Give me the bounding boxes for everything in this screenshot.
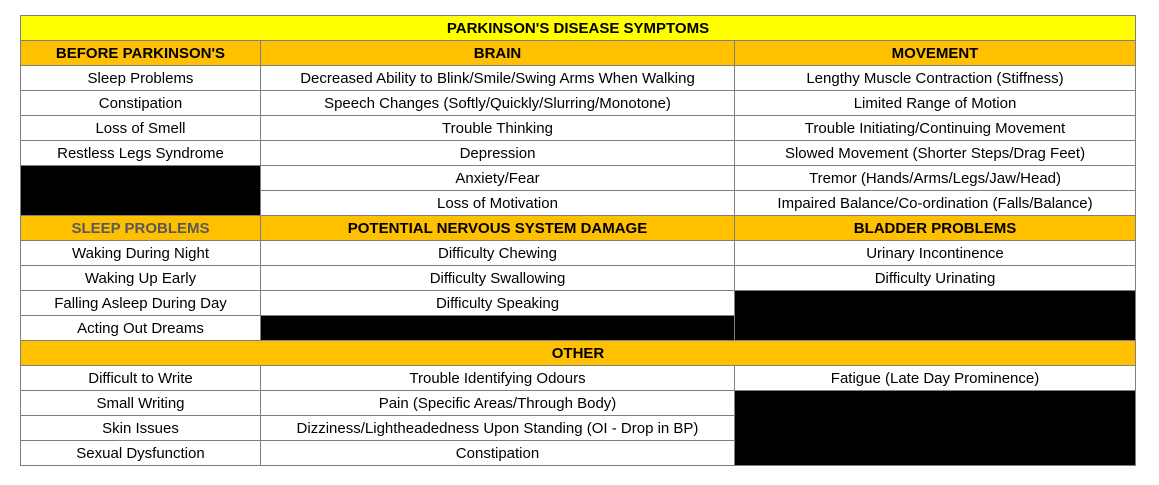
cell-other-1: Difficult to Write <box>21 366 261 391</box>
cell-movement: Tremor (Hands/Arms/Legs/Jaw/Head) <box>735 166 1136 191</box>
cell-other-2: Dizziness/Lightheadedness Upon Standing (OI - Drop in BP) <box>261 416 735 441</box>
cell-movement: Slowed Movement (Shorter Steps/Drag Feet) <box>735 141 1136 166</box>
cell-brain: Depression <box>261 141 735 166</box>
cell-sleep: Waking Up Early <box>21 266 261 291</box>
table-row <box>21 66 1136 91</box>
table-row <box>21 116 1136 141</box>
cell-nervous: Difficulty Speaking <box>261 291 735 316</box>
cell-other-2: Constipation <box>261 441 735 466</box>
cell-movement: Lengthy Muscle Contraction (Stiffness) <box>735 66 1136 91</box>
header-row-3 <box>21 341 1136 366</box>
header-nervous-system: POTENTIAL NERVOUS SYSTEM DAMAGE <box>261 216 735 241</box>
header-brain: BRAIN <box>261 41 735 66</box>
table-row <box>21 266 1136 291</box>
cell-before: Sleep Problems <box>21 66 261 91</box>
cell-movement: Trouble Initiating/Continuing Movement <box>735 116 1136 141</box>
cell-other-1: Skin Issues <box>21 416 261 441</box>
cell-movement: Impaired Balance/Co-ordination (Falls/Balance) <box>735 191 1136 216</box>
header-row-2 <box>21 216 1136 241</box>
cell-other-2: Pain (Specific Areas/Through Body) <box>261 391 735 416</box>
cell-brain: Decreased Ability to Blink/Smile/Swing Arms When Walking <box>261 66 735 91</box>
table-row <box>21 141 1136 166</box>
cell-sleep: Acting Out Dreams <box>21 316 261 341</box>
cell-brain: Loss of Motivation <box>261 191 735 216</box>
title-row <box>21 16 1136 41</box>
cell-other-1: Small Writing <box>21 391 261 416</box>
table-row <box>21 91 1136 116</box>
header-sleep-problems: SLEEP PROBLEMS <box>21 216 261 241</box>
header-movement: MOVEMENT <box>735 41 1136 66</box>
table-row <box>21 366 1136 391</box>
cell-before: Loss of Smell <box>21 116 261 141</box>
cell-nervous: Difficulty Chewing <box>261 241 735 266</box>
cell-other-2: Trouble Identifying Odours <box>261 366 735 391</box>
table-row <box>21 166 1136 191</box>
table-row <box>21 391 1136 416</box>
blank-cell <box>261 316 735 341</box>
cell-sleep: Falling Asleep During Day <box>21 291 261 316</box>
header-other: OTHER <box>21 341 1136 366</box>
cell-sleep: Waking During Night <box>21 241 261 266</box>
cell-bladder: Urinary Incontinence <box>735 241 1136 266</box>
cell-brain: Trouble Thinking <box>261 116 735 141</box>
header-row-1 <box>21 41 1136 66</box>
cell-brain: Speech Changes (Softly/Quickly/Slurring/Monotone) <box>261 91 735 116</box>
cell-nervous: Difficulty Swallowing <box>261 266 735 291</box>
cell-bladder: Difficulty Urinating <box>735 266 1136 291</box>
cell-movement: Limited Range of Motion <box>735 91 1136 116</box>
cell-before: Constipation <box>21 91 261 116</box>
header-bladder-problems: BLADDER PROBLEMS <box>735 216 1136 241</box>
cell-before: Restless Legs Syndrome <box>21 141 261 166</box>
cell-brain: Anxiety/Fear <box>261 166 735 191</box>
blank-cell <box>21 166 261 216</box>
table-row <box>21 291 1136 316</box>
blank-cell <box>735 291 1136 341</box>
header-before-parkinsons: BEFORE PARKINSON'S <box>21 41 261 66</box>
table-title: PARKINSON'S DISEASE SYMPTOMS <box>21 16 1136 41</box>
blank-cell <box>735 391 1136 466</box>
cell-other-3: Fatigue (Late Day Prominence) <box>735 366 1136 391</box>
table-row <box>21 241 1136 266</box>
symptoms-table <box>20 15 1136 466</box>
cell-other-1: Sexual Dysfunction <box>21 441 261 466</box>
